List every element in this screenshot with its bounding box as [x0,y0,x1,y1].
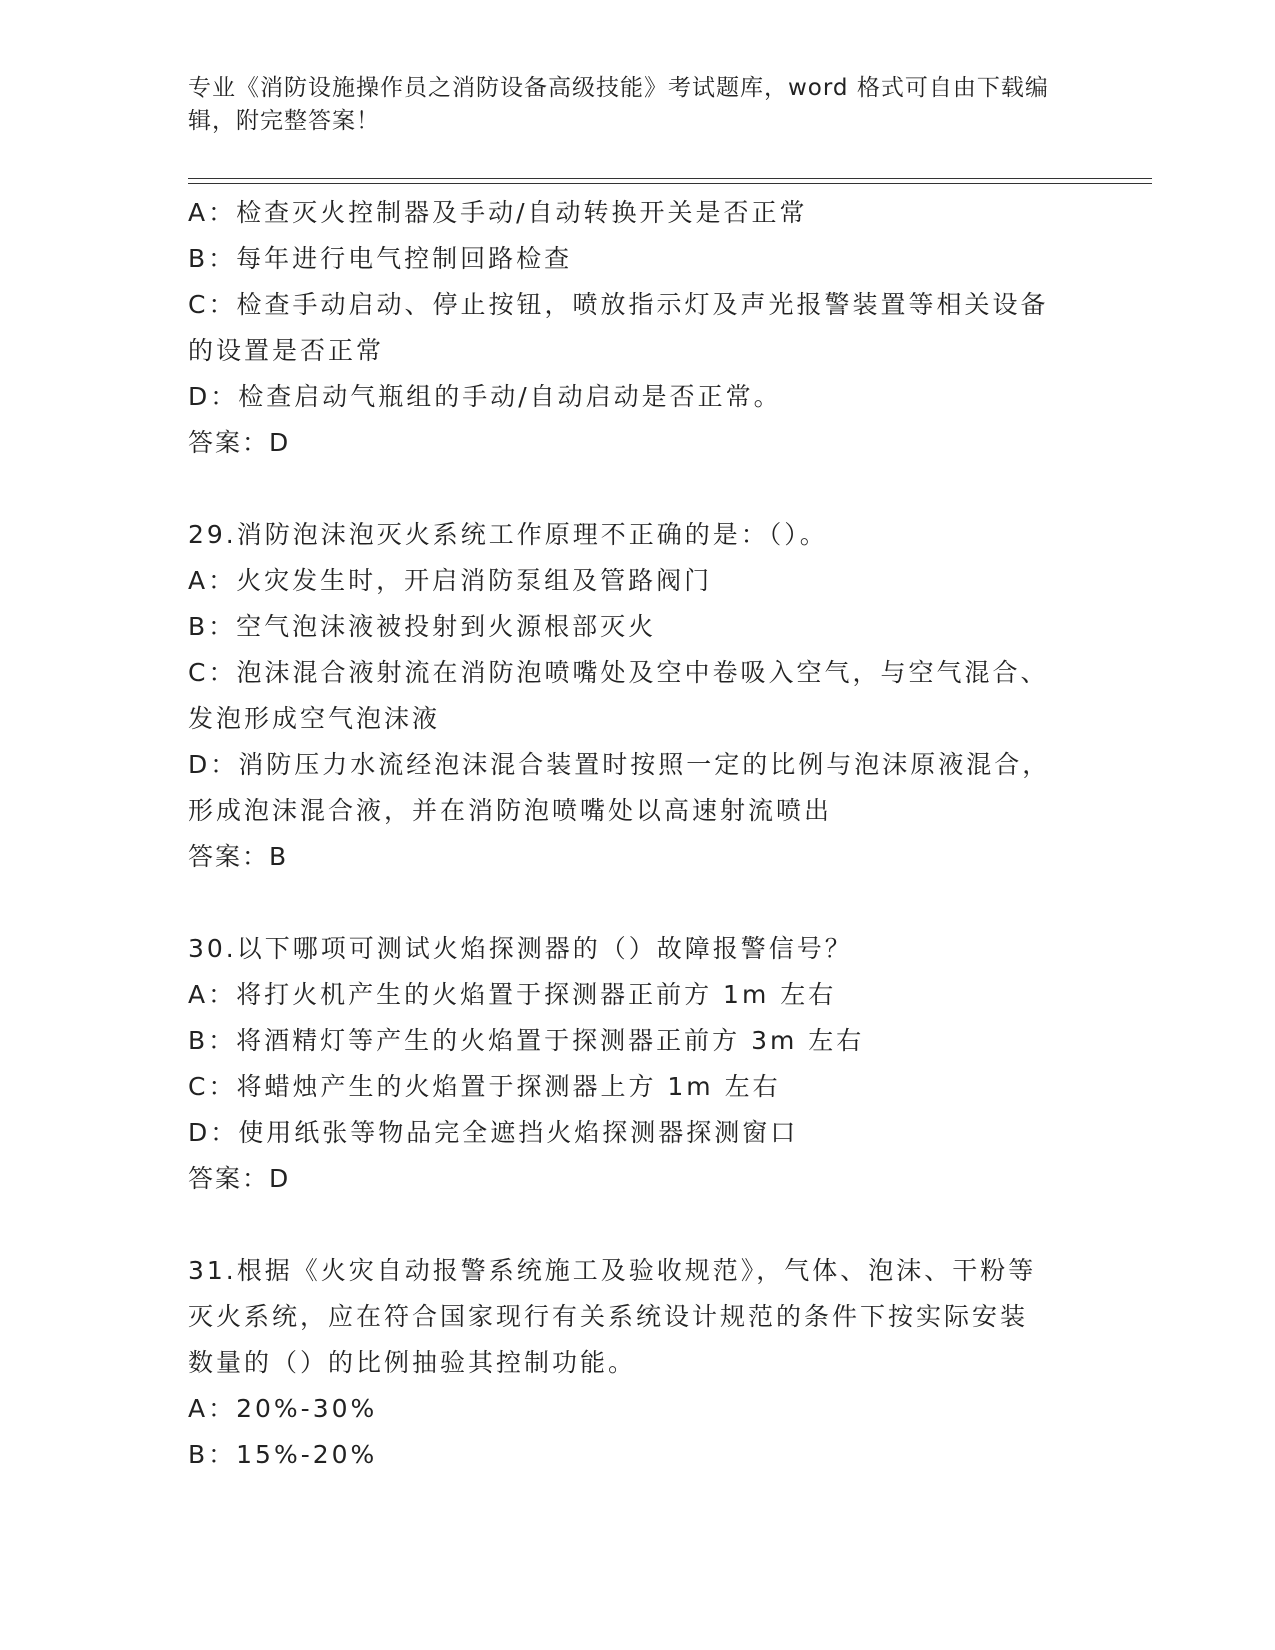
q28-option-a: A：检查灭火控制器及手动/自动转换开关是否正常 [188,198,808,227]
q28-option-d: D：检查启动气瓶组的手动/自动启动是否正常。 [188,382,782,411]
q29-option-a: A：火灾发生时，开启消防泵组及管路阀门 [188,566,713,595]
document-header [188,72,1068,138]
header-divider-top [188,178,1152,179]
q29-option-b: B：空气泡沫液被投射到火源根部灭火 [188,612,657,641]
spacer [188,466,1088,512]
q30-option-a: A：将打火机产生的火焰置于探测器正前方 1m 左右 [188,980,837,1009]
q28-option-c-line-1: C：检查手动启动、停止按钮，喷放指示灯及声光报警装置等相关设备 [188,290,1049,319]
q29-option-c-line-1: C：泡沫混合液射流在消防泡喷嘴处及空中卷吸入空气，与空气混合、 [188,658,1049,687]
q30-answer: 答案：D [188,1164,291,1193]
spacer [188,880,1088,926]
q30-stem: 30.以下哪项可测试火焰探测器的（）故障报警信号？ [188,934,853,963]
q29-stem: 29.消防泡沫泡灭火系统工作原理不正确的是：（）。 [188,520,828,549]
header-line-1: 专业《消防设施操作员之消防设备高级技能》考试题库，word 格式可自由下载编 [188,75,1049,101]
spacer [188,1202,1088,1248]
q28-option-c-line-2: 的设置是否正常 [188,336,385,365]
q30-option-d: D：使用纸张等物品完全遮挡火焰探测器探测窗口 [188,1118,799,1147]
q30-option-c: C：将蜡烛产生的火焰置于探测器上方 1m 左右 [188,1072,781,1101]
q28-answer: 答案：D [188,428,291,457]
header-line-2: 辑，附完整答案！ [188,108,380,134]
question-content [188,190,1088,1478]
q29-answer: 答案：B [188,842,289,871]
header-divider-bottom [188,183,1152,184]
q31-stem-line-2: 灭火系统，应在符合国家现行有关系统设计规范的条件下按实际安装 [188,1302,1029,1331]
q31-option-a: A：20%-30% [188,1394,378,1423]
q30-option-b: B：将酒精灯等产生的火焰置于探测器正前方 3m 左右 [188,1026,865,1055]
q31-option-b: B：15%-20% [188,1440,378,1469]
q29-option-d-line-1: D：消防压力水流经泡沫混合装置时按照一定的比例与泡沫原液混合， [188,750,1051,779]
q29-option-d-line-2: 形成泡沫混合液，并在消防泡喷嘴处以高速射流喷出 [188,796,833,825]
q28-option-b: B：每年进行电气控制回路检查 [188,244,573,273]
q31-stem-line-3: 数量的（）的比例抽验其控制功能。 [188,1348,637,1377]
q31-stem-line-1: 31.根据《火灾自动报警系统施工及验收规范》，气体、泡沫、干粉等 [188,1256,1037,1285]
q29-option-c-line-2: 发泡形成空气泡沫液 [188,704,441,733]
